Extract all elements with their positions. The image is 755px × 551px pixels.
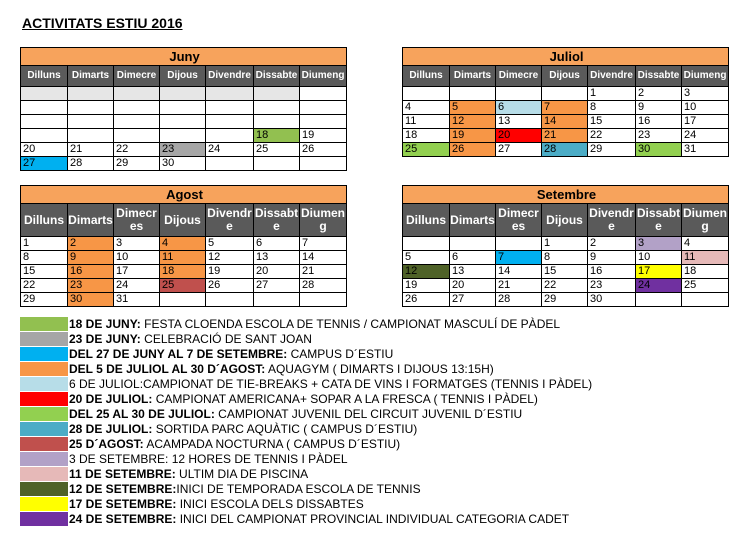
day-cell: 20: [450, 279, 496, 293]
day-cell: 18: [254, 129, 300, 143]
weekday-header: Dilluns: [403, 66, 450, 87]
legend-text: SORTIDA PARC AQUÀTIC ( CAMPUS D´ESTIU): [152, 422, 418, 436]
day-cell: [160, 293, 206, 307]
legend-date: 25 D´AGOST:: [69, 437, 144, 451]
day-cell: 5: [450, 101, 496, 115]
day-cell: 21: [496, 279, 542, 293]
legend-item: [20, 452, 710, 467]
day-cell: 7: [300, 237, 347, 251]
day-cell: 4: [403, 101, 450, 115]
day-cell: 9: [588, 251, 636, 265]
weekday-header: Diumeng: [300, 204, 347, 237]
legend-item: [20, 407, 710, 422]
day-cell: [21, 101, 68, 115]
legend-text: ACAMPADA NOCTURNA ( CAMPUS D´ESTIU): [143, 437, 401, 451]
day-cell: 21: [68, 143, 114, 157]
legend-text: 6 DE JULIOL:CAMPIONAT DE TIE-BREAKS + CATA DE VINS I FORMATGES (TENNIS I PÀDEL): [69, 377, 593, 391]
day-cell: 14: [300, 251, 347, 265]
day-cell: [682, 293, 729, 307]
day-cell: 29: [114, 157, 160, 171]
day-cell: 8: [542, 251, 588, 265]
day-cell: 14: [496, 265, 542, 279]
day-cell: 14: [542, 115, 588, 129]
day-cell: 8: [21, 251, 68, 265]
day-cell: [21, 129, 68, 143]
day-cell: [206, 101, 254, 115]
day-cell: 16: [636, 115, 682, 129]
weekday-header: Divendre: [206, 66, 254, 87]
day-cell: 23: [160, 143, 206, 157]
day-cell: 29: [21, 293, 68, 307]
day-cell: [68, 101, 114, 115]
day-cell: 23: [588, 279, 636, 293]
day-cell: 25: [403, 143, 450, 157]
day-cell: 6: [254, 237, 300, 251]
day-cell: 27: [496, 143, 542, 157]
day-cell: 28: [496, 293, 542, 307]
legend-item: [20, 362, 710, 377]
day-cell: [254, 115, 300, 129]
day-cell: 27: [450, 293, 496, 307]
day-cell: [206, 157, 254, 171]
legend-text: AQUAGYM ( DIMARTS I DIJOUS 13:15H): [265, 362, 494, 376]
day-cell: 30: [588, 293, 636, 307]
day-cell: 17: [114, 265, 160, 279]
day-cell: 9: [636, 101, 682, 115]
day-cell: 24: [636, 279, 682, 293]
day-cell: 27: [21, 157, 68, 171]
day-cell: 18: [403, 129, 450, 143]
weekday-header: Dimecres: [114, 204, 160, 237]
day-cell: 10: [682, 101, 729, 115]
weekday-header: Dilluns: [21, 204, 68, 237]
day-cell: 19: [206, 265, 254, 279]
legend-item: [20, 467, 710, 482]
weekday-header: Dissabte: [636, 204, 682, 237]
day-cell: 29: [542, 293, 588, 307]
day-cell: 16: [68, 265, 114, 279]
day-cell: 26: [450, 143, 496, 157]
legend-swatch: [20, 332, 68, 347]
page-title: ACTIVITATS ESTIU 2016: [22, 15, 183, 31]
day-cell: 24: [206, 143, 254, 157]
legend-text: INICI DEL CAMPIONAT PROVINCIAL INDIVIDUAL CATEGORIA CADET: [176, 512, 570, 526]
calendar-setembre: [402, 185, 729, 307]
day-cell: 26: [206, 279, 254, 293]
day-cell: 30: [636, 143, 682, 157]
weekday-header: Dimarts: [68, 204, 114, 237]
day-cell: [300, 115, 347, 129]
legend-item: [20, 512, 710, 527]
weekday-header: Dimarts: [450, 66, 496, 87]
legend: [20, 317, 710, 527]
day-cell: 12: [206, 251, 254, 265]
day-cell: 3: [114, 237, 160, 251]
legend-text: INICI DE TEMPORADA ESCOLA DE TENNIS: [176, 482, 421, 496]
day-cell: 1: [588, 87, 636, 101]
day-cell: 21: [542, 129, 588, 143]
day-cell: 18: [682, 265, 729, 279]
day-cell: 15: [588, 115, 636, 129]
day-cell: [254, 293, 300, 307]
day-cell: 5: [403, 251, 450, 265]
legend-date: 28 DE JULIOL:: [69, 422, 153, 436]
legend-text: INICI ESCOLA DELS DISSABTES: [176, 497, 364, 511]
legend-text: CELEBRACIÓ DE SANT JOAN: [140, 332, 312, 346]
day-cell: 11: [403, 115, 450, 129]
legend-date: DEL 5 DE JULIOL AL 30 D´AGOST:: [69, 362, 266, 376]
weekday-header: Dissabte: [254, 204, 300, 237]
day-cell: 1: [21, 237, 68, 251]
legend-swatch: [20, 422, 68, 437]
legend-item: [20, 422, 710, 437]
day-cell: 15: [21, 265, 68, 279]
day-cell: 2: [68, 237, 114, 251]
day-cell: 30: [160, 157, 206, 171]
day-cell: 19: [403, 279, 450, 293]
legend-date: 17 DE SETEMBRE:: [69, 497, 177, 511]
legend-item: [20, 377, 710, 392]
legend-swatch: [20, 482, 68, 497]
day-cell: 21: [300, 265, 347, 279]
weekday-header: Dijous: [160, 66, 206, 87]
weekday-header: Dimecre: [496, 66, 542, 87]
weekday-header: Dilluns: [21, 66, 68, 87]
day-cell: 24: [682, 129, 729, 143]
calendar-juny: [20, 47, 347, 171]
day-cell: [403, 237, 450, 251]
weekday-header: Divendre: [588, 204, 636, 237]
day-cell: [636, 293, 682, 307]
weekday-header: Diumeng: [682, 66, 729, 87]
day-cell: 20: [21, 143, 68, 157]
legend-swatch: [20, 452, 68, 467]
day-cell: 26: [403, 293, 450, 307]
month-title: Juny: [21, 48, 347, 66]
day-cell: 7: [542, 101, 588, 115]
day-cell: 26: [300, 143, 347, 157]
day-cell: [300, 87, 347, 101]
weekday-header: Dissabte: [254, 66, 300, 87]
day-cell: [21, 115, 68, 129]
legend-text: CAMPIONAT JUVENIL DEL CIRCUIT JUVENIL D´ESTIU: [214, 407, 523, 421]
legend-text: 3 DE SETEMBRE: 12 HORES DE TENNIS I PÀDEL: [69, 452, 348, 466]
calendar-agost: [20, 185, 347, 307]
day-cell: 3: [636, 237, 682, 251]
day-cell: [254, 157, 300, 171]
day-cell: 23: [68, 279, 114, 293]
day-cell: 31: [114, 293, 160, 307]
day-cell: [114, 129, 160, 143]
day-cell: [68, 87, 114, 101]
weekday-header: Divendre: [588, 66, 636, 87]
day-cell: [206, 87, 254, 101]
day-cell: [254, 101, 300, 115]
day-cell: 23: [636, 129, 682, 143]
day-cell: 28: [300, 279, 347, 293]
legend-item: [20, 437, 710, 452]
legend-date: 11 DE SETEMBRE:: [69, 467, 176, 481]
day-cell: [450, 87, 496, 101]
day-cell: 28: [68, 157, 114, 171]
legend-swatch: [20, 437, 68, 452]
day-cell: [160, 101, 206, 115]
legend-date: 24 DE SETEMBRE:: [69, 512, 177, 526]
legend-date: DEL 25 AL 30 DE JULIOL:: [69, 407, 215, 421]
day-cell: 27: [254, 279, 300, 293]
day-cell: 15: [542, 265, 588, 279]
day-cell: 8: [588, 101, 636, 115]
day-cell: 22: [542, 279, 588, 293]
legend-swatch: [20, 317, 68, 332]
weekday-header: Diumeng: [300, 66, 347, 87]
day-cell: 22: [114, 143, 160, 157]
weekday-header: Dijous: [542, 204, 588, 237]
day-cell: 22: [21, 279, 68, 293]
legend-date: 20 DE JULIOL:: [69, 392, 153, 406]
month-title: Setembre: [403, 186, 729, 204]
day-cell: 12: [403, 265, 450, 279]
legend-date: 12 DE SETEMBRE:: [69, 482, 177, 496]
day-cell: [300, 157, 347, 171]
legend-swatch: [20, 392, 68, 407]
day-cell: 2: [636, 87, 682, 101]
legend-swatch: [20, 347, 68, 362]
day-cell: 11: [160, 251, 206, 265]
day-cell: 12: [450, 115, 496, 129]
day-cell: 30: [68, 293, 114, 307]
day-cell: [254, 87, 300, 101]
day-cell: 4: [682, 237, 729, 251]
legend-swatch: [20, 497, 68, 512]
day-cell: 5: [206, 237, 254, 251]
legend-text: ULTIM DIA DE PISCINA: [175, 467, 309, 481]
day-cell: [114, 115, 160, 129]
weekday-header: Dimarts: [68, 66, 114, 87]
day-cell: [160, 115, 206, 129]
day-cell: 31: [682, 143, 729, 157]
legend-item: [20, 497, 710, 512]
legend-date: 23 DE JUNY:: [69, 332, 141, 346]
weekday-header: Dimarts: [450, 204, 496, 237]
legend-date: DEL 27 DE JUNY AL 7 DE SETEMBRE:: [69, 347, 288, 361]
day-cell: 13: [450, 265, 496, 279]
day-cell: [496, 237, 542, 251]
day-cell: [114, 101, 160, 115]
day-cell: [206, 293, 254, 307]
day-cell: 17: [682, 115, 729, 129]
weekday-header: Dijous: [160, 204, 206, 237]
day-cell: [160, 129, 206, 143]
day-cell: 1: [542, 237, 588, 251]
day-cell: [403, 87, 450, 101]
legend-date: 18 DE JUNY:: [69, 317, 141, 331]
day-cell: 13: [254, 251, 300, 265]
day-cell: 18: [160, 265, 206, 279]
day-cell: 2: [588, 237, 636, 251]
day-cell: 10: [114, 251, 160, 265]
day-cell: [542, 87, 588, 101]
weekday-header: Dimecres: [496, 204, 542, 237]
day-cell: 25: [682, 279, 729, 293]
day-cell: [450, 237, 496, 251]
legend-item: [20, 482, 710, 497]
day-cell: [496, 87, 542, 101]
weekday-header: Diumeng: [682, 204, 729, 237]
weekday-header: Dimecre: [114, 66, 160, 87]
weekday-header: Dissabte: [636, 66, 682, 87]
day-cell: [114, 87, 160, 101]
day-cell: 7: [496, 251, 542, 265]
month-title: Agost: [21, 186, 347, 204]
day-cell: 9: [68, 251, 114, 265]
day-cell: 29: [588, 143, 636, 157]
legend-item: [20, 317, 710, 332]
day-cell: 17: [636, 265, 682, 279]
day-cell: 20: [254, 265, 300, 279]
day-cell: [206, 129, 254, 143]
day-cell: [68, 115, 114, 129]
day-cell: 22: [588, 129, 636, 143]
day-cell: 4: [160, 237, 206, 251]
day-cell: [300, 293, 347, 307]
day-cell: [300, 101, 347, 115]
weekday-header: Dijous: [542, 66, 588, 87]
legend-item: [20, 347, 710, 362]
weekday-header: Dilluns: [403, 204, 450, 237]
day-cell: 28: [542, 143, 588, 157]
legend-swatch: [20, 377, 68, 392]
month-title: Juliol: [403, 48, 729, 66]
day-cell: 24: [114, 279, 160, 293]
legend-swatch: [20, 362, 68, 377]
day-cell: 16: [588, 265, 636, 279]
day-cell: 20: [496, 129, 542, 143]
day-cell: 25: [254, 143, 300, 157]
day-cell: [206, 115, 254, 129]
day-cell: 3: [682, 87, 729, 101]
legend-item: [20, 392, 710, 407]
legend-text: FESTA CLOENDA ESCOLA DE TENNIS / CAMPIONAT MASCULÍ DE PÀDEL: [140, 317, 561, 331]
day-cell: 19: [300, 129, 347, 143]
calendar-juliol: [402, 47, 729, 157]
day-cell: [68, 129, 114, 143]
legend-swatch: [20, 467, 68, 482]
day-cell: [160, 87, 206, 101]
legend-text: CAMPIONAT AMERICANA+ SOPAR A LA FRESCA ( TENNIS I PÀDEL): [152, 392, 538, 406]
day-cell: [21, 87, 68, 101]
day-cell: 6: [450, 251, 496, 265]
legend-text: CAMPUS D´ESTIU: [287, 347, 394, 361]
day-cell: 11: [682, 251, 729, 265]
day-cell: 13: [496, 115, 542, 129]
weekday-header: Divendre: [206, 204, 254, 237]
day-cell: 25: [160, 279, 206, 293]
legend-swatch: [20, 512, 68, 527]
day-cell: 6: [496, 101, 542, 115]
legend-item: [20, 332, 710, 347]
day-cell: 10: [636, 251, 682, 265]
day-cell: 19: [450, 129, 496, 143]
legend-swatch: [20, 407, 68, 422]
